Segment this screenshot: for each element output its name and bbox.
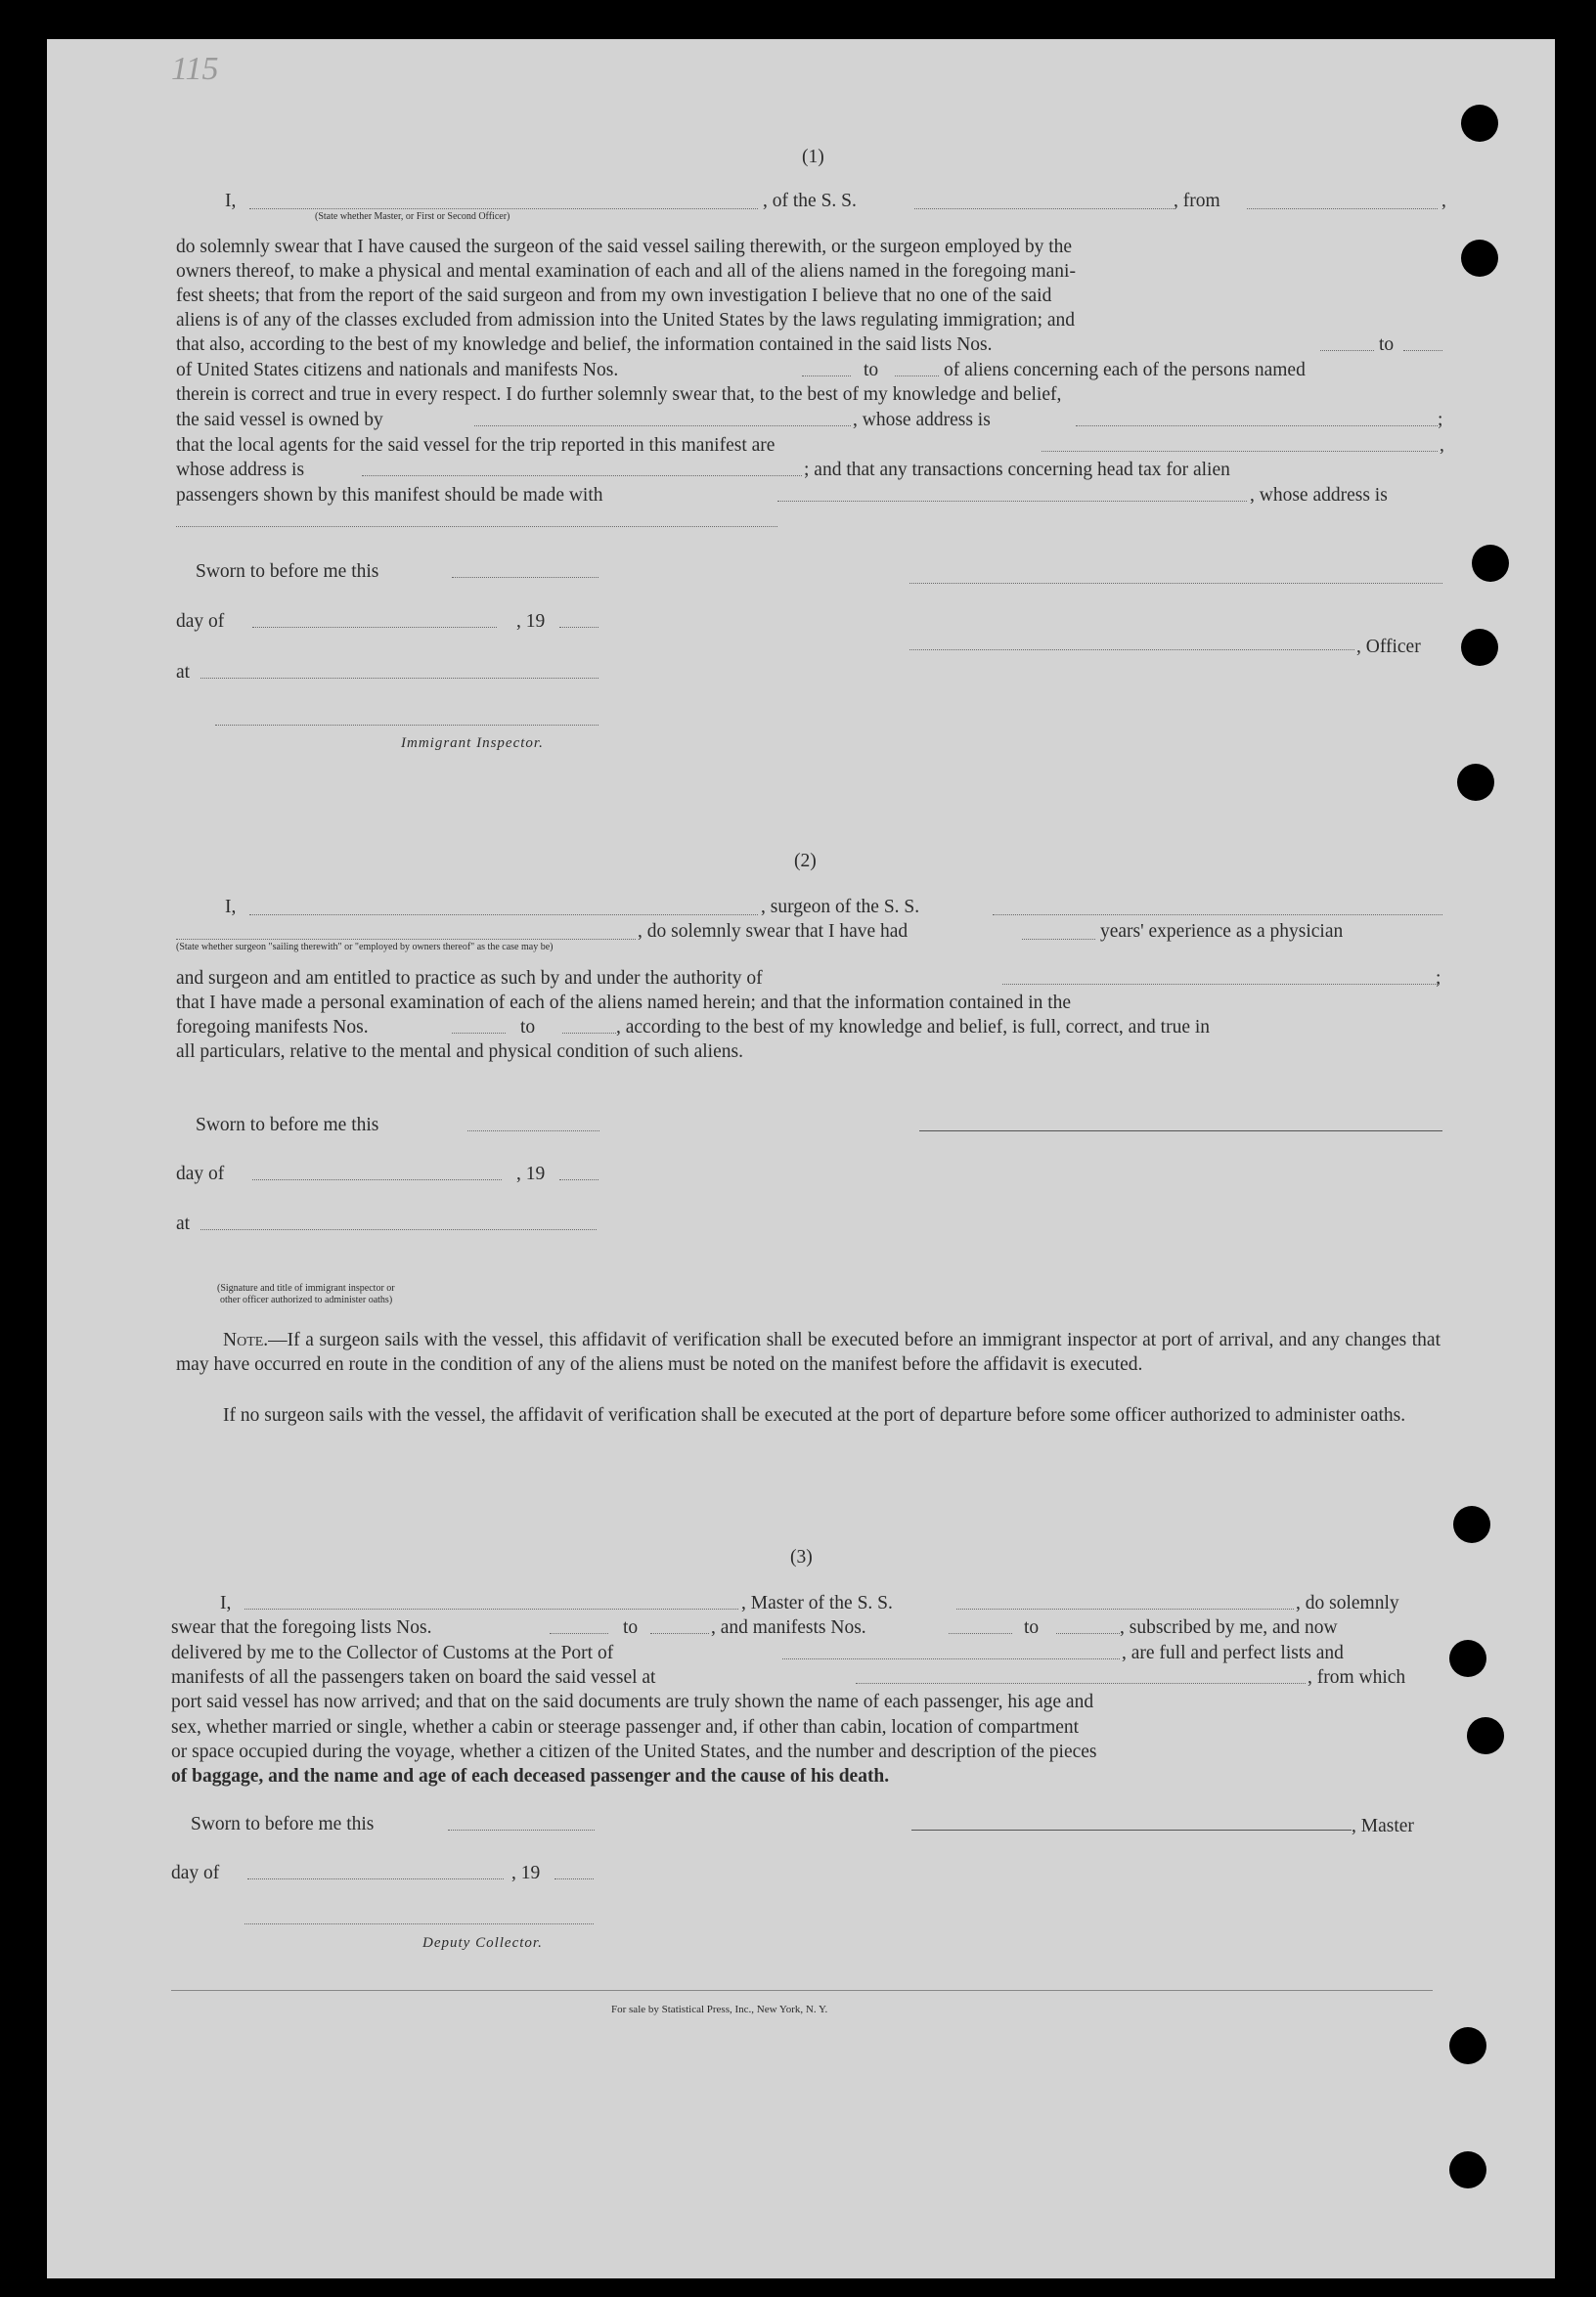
oath-text-line: do solemnly swear that I have caused the surgeon of the said vessel sailing therewith, or the surgeon employed by the (176, 237, 1073, 257)
footer-rule (171, 1990, 1433, 1991)
year-blank[interactable] (559, 627, 598, 628)
line-label: ; (1436, 968, 1441, 989)
manifest-no-from-blank[interactable] (452, 1033, 506, 1034)
line-label: to (1379, 334, 1395, 355)
punch-hole-icon (1467, 1717, 1504, 1754)
oath-text-line: foregoing manifests Nos. (176, 1017, 369, 1038)
field-hint: (State whether Master, or First or Second Officer) (315, 211, 510, 222)
printer-imprint: For sale by Statistical Press, Inc., New York, N. Y. (611, 2004, 828, 2015)
punch-hole-icon (1457, 764, 1494, 801)
oath-text-line: of baggage, and the name and age of each deceased passenger and the cause of his death. (171, 1766, 890, 1787)
line-label: , (1441, 191, 1446, 211)
punch-hole-icon (1449, 1640, 1486, 1677)
inspector-signature-blank[interactable] (215, 725, 598, 726)
list-no-to-blank[interactable] (650, 1633, 709, 1634)
agents-address-blank[interactable] (362, 475, 802, 476)
handwritten-corner-mark: 115 (171, 51, 219, 87)
month-blank[interactable] (247, 1878, 504, 1879)
note-paragraph (176, 1328, 1441, 1378)
punch-hole-icon (1461, 240, 1498, 277)
section-number: (2) (794, 851, 817, 871)
line-label: I, (220, 1593, 232, 1613)
list-no-from-blank[interactable] (550, 1633, 608, 1634)
place-blank[interactable] (200, 678, 598, 679)
line-label: to (1024, 1617, 1040, 1638)
punch-hole-icon (1472, 545, 1509, 582)
boarding-port-blank[interactable] (856, 1683, 1306, 1684)
oath-text-line: and surgeon and am entitled to practice as such by and under the authority of (176, 968, 763, 989)
oath-text-line: delivered by me to the Collector of Customs at the Port of (171, 1643, 614, 1663)
master-signature-blank[interactable] (911, 1830, 1352, 1831)
line-label: , (1440, 435, 1444, 456)
at-label: at (176, 1214, 191, 1234)
line-label: , do solemnly swear that I have had (638, 921, 909, 942)
manifest-no-from-blank[interactable] (802, 375, 851, 376)
section-number: (1) (802, 147, 824, 167)
year-label: , 19 (516, 611, 546, 632)
head-tax-contact-blank[interactable] (777, 501, 1247, 502)
owner-blank[interactable] (474, 425, 851, 426)
punch-hole-icon (1449, 2027, 1486, 2064)
oath-text-line: ; and that any transactions concerning head tax for alien (804, 460, 1230, 480)
oath-text-line: that I have made a personal examination of each of the aliens named herein; and that the information contained in the (176, 993, 1072, 1013)
line-label: I, (225, 897, 237, 917)
list-no-from-blank[interactable] (1320, 350, 1374, 351)
signature-hint: (Signature and title of immigrant inspector or (217, 1283, 395, 1294)
ship-name-blank[interactable] (914, 208, 1174, 209)
line-label: years' experience as a physician (1100, 921, 1344, 942)
oath-text-line: swear that the foregoing lists Nos. (171, 1617, 432, 1638)
line-label: I, (225, 191, 237, 211)
oath-text-line: the said vessel is owned by (176, 410, 383, 430)
line-label: , whose address is (1250, 485, 1388, 506)
authority-blank[interactable] (1002, 984, 1438, 985)
oath-text-line: , are full and perfect lists and (1122, 1643, 1344, 1663)
master-name-blank[interactable] (244, 1609, 738, 1610)
place-blank[interactable] (200, 1229, 597, 1230)
day-of-label: day of (171, 1863, 220, 1883)
local-agents-blank[interactable] (1042, 451, 1438, 452)
port-blank[interactable] (782, 1658, 1120, 1659)
ship-name-blank[interactable] (993, 914, 1442, 915)
year-blank[interactable] (554, 1878, 594, 1879)
oath-text-line: port said vessel has now arrived; and that on the said documents are truly shown the name of each passenger, his age and (171, 1692, 1094, 1712)
line-label: , of the S. S. (763, 191, 857, 211)
note-label: Note. (223, 1330, 269, 1350)
manifest-no-from-blank[interactable] (949, 1633, 1012, 1634)
punch-hole-icon (1453, 1506, 1490, 1543)
line-label: to (623, 1617, 639, 1638)
oath-text-line: , subscribed by me, and now (1120, 1617, 1338, 1638)
list-no-to-blank[interactable] (1403, 350, 1442, 351)
officer-name-blank[interactable] (909, 649, 1354, 650)
oath-text-line: of aliens concerning each of the persons named (944, 360, 1306, 380)
oath-text-line: or space occupied during the voyage, whether a citizen of the United States, and the number and description of the pieces (171, 1742, 1097, 1762)
punch-hole-icon (1461, 629, 1498, 666)
sworn-day-blank[interactable] (452, 577, 598, 578)
ship-name-blank[interactable] (956, 1609, 1294, 1610)
sworn-label: Sworn to before me this (196, 561, 379, 582)
years-blank[interactable] (1022, 939, 1095, 940)
manifest-no-to-blank[interactable] (562, 1033, 616, 1034)
oath-text-line: , and manifests Nos. (711, 1617, 866, 1638)
line-label: , do solemnly (1296, 1593, 1399, 1613)
line-label: to (864, 360, 879, 380)
at-label: at (176, 662, 191, 683)
punch-hole-icon (1461, 105, 1498, 142)
oath-text-line: that the local agents for the said vessel for the trip reported in this manifest are (176, 435, 776, 456)
head-tax-address-blank[interactable] (176, 526, 777, 527)
sworn-day-blank[interactable] (448, 1830, 595, 1831)
line-label: , Master of the S. S. (741, 1593, 893, 1613)
day-of-label: day of (176, 611, 225, 632)
deputy-collector-caption: Deputy Collector. (422, 1935, 543, 1951)
signature-hint: other officer authorized to administer oaths) (220, 1295, 393, 1305)
year-blank[interactable] (559, 1179, 598, 1180)
section-number: (3) (790, 1547, 813, 1568)
line-label: , surgeon of the S. S. (761, 897, 920, 917)
collector-signature-blank[interactable] (244, 1923, 594, 1924)
line-label: , from (1174, 191, 1220, 211)
year-label: , 19 (511, 1863, 541, 1883)
oath-text-line: owners thereof, to make a physical and mental examination of each and all of the aliens named in the foregoing mani- (176, 261, 1076, 282)
month-blank[interactable] (252, 627, 497, 628)
line-label: , whose address is (853, 410, 991, 430)
note-paragraph: If no surgeon sails with the vessel, the affidavit of verification shall be executed at the port of departure before some officer authorized to administer oaths. (223, 1405, 1406, 1426)
manifest-no-to-blank[interactable] (895, 375, 939, 376)
sworn-label: Sworn to before me this (191, 1814, 375, 1834)
master-label: , Master (1352, 1816, 1414, 1836)
oath-text-line: of United States citizens and nationals and manifests Nos. (176, 360, 619, 380)
oath-text-line: passengers shown by this manifest should be made with (176, 485, 603, 506)
officer-name-blank[interactable] (249, 208, 758, 209)
sworn-day-blank[interactable] (467, 1130, 599, 1131)
oath-text-line: sex, whether married or single, whether a cabin or steerage passenger and, if other than cabin, location of compartment (171, 1717, 1080, 1738)
punch-hole-icon (1449, 2151, 1486, 2188)
owner-address-blank[interactable] (1076, 425, 1438, 426)
field-hint: (State whether surgeon "sailing therewith" or "employed by owners thereof" as the case may be) (176, 942, 554, 952)
oath-text-line: fest sheets; that from the report of the said surgeon and from my own investigation I believe that no one of the said (176, 286, 1052, 306)
surgeon-name-blank[interactable] (249, 914, 758, 915)
oath-text-line: manifests of all the passengers taken on board the said vessel at (171, 1667, 656, 1688)
month-blank[interactable] (252, 1179, 502, 1180)
oath-text-line: all particulars, relative to the mental and physical condition of such aliens. (176, 1041, 743, 1062)
oath-text-line: , according to the best of my knowledge and belief, is full, correct, and true in (616, 1017, 1211, 1038)
sworn-label: Sworn to before me this (196, 1115, 379, 1135)
inspector-caption: Immigrant Inspector. (401, 735, 544, 751)
line-label: to (520, 1017, 536, 1038)
officer-signature-blank[interactable] (909, 583, 1442, 584)
oath-text-line: that also, according to the best of my knowledge and belief, the information contained in the said lists Nos. (176, 334, 993, 355)
year-label: , 19 (516, 1164, 546, 1184)
manifest-no-to-blank[interactable] (1056, 1633, 1120, 1634)
from-port-blank[interactable] (1247, 208, 1438, 209)
line-label: ; (1438, 410, 1443, 430)
oath-text-line: , from which (1308, 1667, 1406, 1688)
surgeon-signature-blank[interactable] (919, 1130, 1442, 1131)
note-text: —If a surgeon sails with the vessel, this affidavit of verification shall be executed before an immigrant inspector at port of arrival, and any changes that may have occurred en route in the condition of any of the aliens must be noted on the manifest before the affidavit is executed. (176, 1330, 1441, 1376)
surgeon-status-blank[interactable] (176, 939, 636, 940)
oath-text-line: therein is correct and true in every respect. I do further solemnly swear that, to the best of my knowledge and belief, (176, 384, 1062, 405)
oath-text-line: aliens is of any of the classes excluded from admission into the United States by the laws regulating immigration; and (176, 310, 1076, 331)
oath-text-line: whose address is (176, 460, 305, 480)
day-of-label: day of (176, 1164, 225, 1184)
officer-label: , Officer (1356, 637, 1421, 657)
